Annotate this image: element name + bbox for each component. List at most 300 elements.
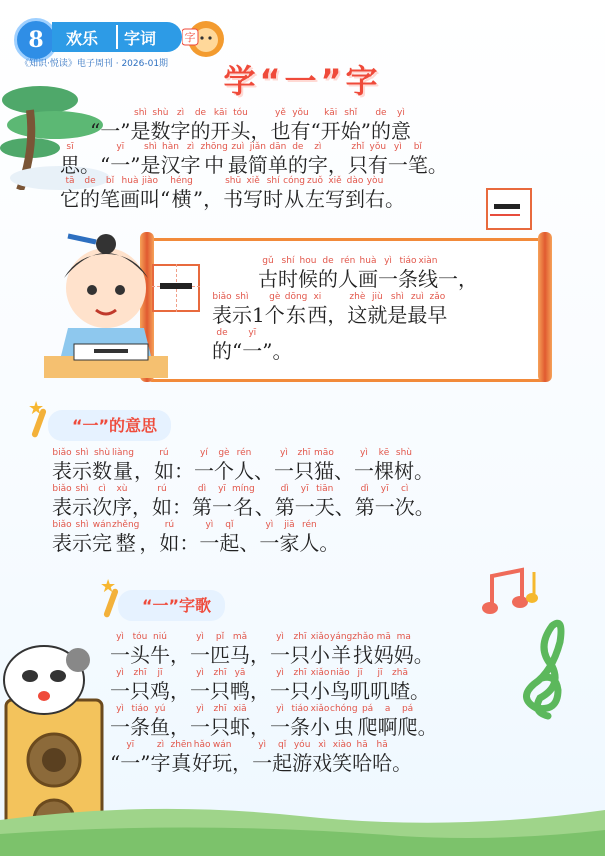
hanzi: ， (170, 643, 190, 667)
char-cell (274, 448, 294, 483)
pinyin: yì (276, 632, 284, 642)
hanzi: 头 (130, 643, 150, 667)
char-cell (100, 142, 110, 177)
pinyin: kē (378, 448, 390, 458)
hanzi: 。 (417, 715, 438, 739)
char-cell (230, 704, 250, 739)
char-cell (52, 484, 72, 519)
char-cell (190, 704, 210, 739)
char-cell (278, 256, 298, 291)
pinyin: yú (154, 704, 166, 714)
pinyin: rén (302, 520, 317, 530)
char-cell (250, 108, 270, 143)
char-cell (259, 520, 279, 555)
char-cell (388, 142, 408, 177)
char-cell (292, 740, 312, 775)
hanzi: 只 (290, 643, 310, 667)
hanzi: 小 (310, 679, 330, 703)
char-cell (110, 668, 130, 703)
scroll-line-3 (212, 328, 292, 363)
right-arrow-icon (490, 214, 520, 216)
hanzi: 一 (110, 715, 130, 739)
hanzi: 一 (259, 531, 280, 555)
pinyin: yì (205, 520, 214, 530)
hanzi: 哈 (372, 751, 393, 775)
pinyin: shì (75, 484, 89, 494)
page-title: 学“一”字 (223, 62, 382, 100)
pinyin: yì (397, 108, 405, 118)
char-cell (200, 142, 227, 177)
char-cell (170, 108, 190, 143)
lion-mascot-icon (182, 17, 226, 61)
song-line-1 (110, 632, 434, 667)
char-cell (228, 142, 248, 177)
hanzi: 一 (190, 715, 210, 739)
pinyin: dì (197, 484, 207, 494)
pinyin: yī (380, 484, 389, 494)
hanzi: 戏 (312, 751, 333, 775)
pinyin: yì (196, 704, 204, 714)
char-cell (330, 704, 358, 739)
char-cell (60, 176, 80, 211)
pinyin: rén (236, 448, 252, 458)
pinyin: jiǎn (249, 142, 266, 152)
hanzi: 时 (263, 187, 284, 211)
pinyin: xiào (332, 740, 352, 750)
hanzi: 线 (418, 267, 438, 291)
char-cell (255, 484, 275, 519)
hanzi: 一 (120, 751, 141, 775)
hanzi: “ (310, 119, 321, 143)
char-cell (150, 704, 170, 739)
section-heading-meaning: “一”的意思 (48, 410, 171, 441)
hanzi: 匹 (210, 643, 230, 667)
char-cell (150, 108, 170, 143)
hanzi: 鸟 (330, 679, 350, 703)
hanzi: 最 (227, 153, 248, 177)
char-cell (394, 632, 414, 667)
char-cell (212, 292, 232, 327)
scroll-line-1 (258, 256, 478, 291)
pinyin: zuì (231, 142, 245, 152)
hanzi: 一 (270, 679, 290, 703)
hanzi: ” (262, 339, 273, 363)
hanzi: 虾 (230, 715, 250, 739)
hanzi: 有 (290, 119, 311, 143)
hanzi: 东 (286, 303, 307, 327)
yi-character-stroke (160, 283, 192, 289)
pinyin: dān (269, 142, 287, 152)
char-cell (438, 256, 458, 291)
char-cell (120, 176, 140, 211)
char-cell (170, 668, 190, 703)
pinyin: jiā (284, 520, 295, 530)
pinyin: zì (314, 142, 322, 152)
hanzi: 人 (299, 531, 320, 555)
hanzi: “ (90, 119, 101, 143)
intro-line-2 (60, 142, 448, 177)
pinyin: dì (360, 484, 369, 494)
pinyin: tiáo (399, 256, 417, 266)
pinyin: zì (186, 142, 195, 152)
char-cell (378, 256, 398, 291)
hanzi: 字 (307, 153, 328, 177)
char-cell (328, 142, 348, 177)
hanzi: 小 (310, 643, 330, 667)
pinyin: shù (395, 448, 412, 458)
char-cell (250, 704, 270, 739)
pinyin: gè (218, 448, 230, 458)
char-cell (214, 448, 234, 483)
hanzi: ， (250, 119, 271, 143)
hanzi: ， (170, 715, 190, 739)
hanzi: 只 (210, 715, 230, 739)
pinyin: yǒu (369, 142, 387, 152)
hanzi: 。 (427, 153, 448, 177)
pinyin: jī (357, 668, 363, 678)
scholar-boy-illustration (34, 218, 168, 388)
char-cell (134, 448, 154, 483)
intro-line-3 (60, 176, 405, 211)
hanzi: 叽 (370, 679, 390, 703)
char-cell (375, 484, 395, 519)
pinyin: kāi (213, 108, 228, 118)
hanzi: 1 (252, 303, 265, 327)
hanzi: 字 (180, 153, 201, 177)
char-cell (298, 256, 318, 291)
pinyin: xi (313, 292, 322, 302)
pinyin: zhī (293, 632, 307, 642)
hanzi: 简 (247, 153, 268, 177)
hanzi: 喳 (390, 679, 410, 703)
hanzi: 鸡 (150, 679, 170, 703)
char-cell (358, 704, 378, 739)
char-cell (100, 108, 120, 143)
pinyin: niú (153, 632, 167, 642)
char-cell (190, 108, 210, 143)
pinyin: tóu (233, 108, 248, 118)
char-cell (90, 108, 100, 143)
hanzi: 、 (254, 495, 275, 519)
pinyin: yì (393, 142, 402, 152)
char-cell (279, 520, 299, 555)
hanzi: ” (360, 119, 371, 143)
hanzi: 始 (340, 119, 361, 143)
pinyin: tiáo (131, 704, 149, 714)
char-cell (265, 292, 285, 327)
hanzi: 第 (274, 495, 295, 519)
hanzi: 妈 (393, 643, 414, 667)
hanzi: 条 (398, 267, 418, 291)
hanzi: 。 (392, 751, 413, 775)
pinyin: shì (144, 142, 157, 152)
hanzi: 写 (243, 187, 264, 211)
char-cell (190, 632, 210, 667)
pinyin: héng (170, 176, 193, 186)
char-cell (387, 292, 407, 327)
char-cell (374, 448, 394, 483)
pinyin: yī (126, 740, 135, 750)
hanzi: 、 (333, 459, 354, 483)
hanzi: 次 (394, 495, 415, 519)
hanzi: 一 (110, 679, 130, 703)
char-cell (385, 176, 405, 211)
char-cell (199, 520, 219, 555)
hanzi: 一 (190, 643, 210, 667)
horizontal-stroke (494, 204, 520, 209)
hanzi: 叫 (140, 187, 160, 211)
hanzi: 棵 (373, 459, 394, 483)
hanzi: 找 (352, 643, 373, 667)
pinyin: de (292, 142, 304, 152)
hanzi: 表 (212, 303, 232, 327)
char-cell (194, 448, 214, 483)
pinyin: de (322, 256, 334, 266)
char-cell (52, 520, 72, 555)
pinyin: míng (232, 484, 255, 494)
char-cell (212, 740, 232, 775)
char-cell (418, 704, 438, 739)
hanzi: 玩 (212, 751, 233, 775)
char-cell (308, 142, 328, 177)
pinyin: xì (318, 740, 327, 750)
hanzi: 最 (407, 303, 428, 327)
char-cell (170, 740, 192, 775)
pinyin: zhè (349, 292, 366, 302)
pinyin: yì (116, 668, 124, 678)
char-cell (270, 704, 290, 739)
pinyin: zhēn (170, 740, 193, 750)
pinyin: yì (280, 448, 288, 458)
char-cell (270, 632, 290, 667)
char-cell (120, 740, 140, 775)
hanzi: 左 (305, 187, 326, 211)
pinyin: dì (280, 484, 289, 494)
char-cell (110, 740, 120, 775)
char-cell (160, 142, 180, 177)
hanzi: 这 (347, 303, 368, 327)
hanzi: 啊 (377, 715, 398, 739)
hanzi: 一 (270, 643, 290, 667)
char-cell (415, 484, 435, 519)
char-cell (160, 176, 170, 211)
hanzi: 、 (334, 495, 355, 519)
pinyin: shǐ (344, 108, 358, 118)
hanzi: ” (192, 187, 204, 211)
char-cell (345, 176, 365, 211)
pinyin: huà (121, 176, 139, 186)
pinyin: shí (281, 256, 295, 266)
hanzi: 思 (60, 153, 80, 177)
hanzi: 好 (192, 751, 213, 775)
pinyin: xiǎo (310, 668, 330, 678)
scroll-roll-right (538, 232, 552, 382)
char-cell (120, 108, 130, 143)
hanzi: 人 (233, 459, 254, 483)
char-cell (332, 740, 352, 775)
char-cell (352, 632, 373, 667)
grass-hills-decoration (0, 780, 605, 856)
pinyin: zhǐ (351, 142, 365, 152)
pinyin: yáng (330, 632, 353, 642)
hanzi: 。 (414, 495, 435, 519)
hanzi: 的 (190, 119, 211, 143)
pinyin: māo (314, 448, 334, 458)
char-cell (130, 108, 150, 143)
hanzi: “ (100, 153, 111, 177)
char-cell (139, 520, 159, 555)
char-cell (294, 448, 314, 483)
pinyin: zhī (133, 668, 147, 678)
music-note-icon (482, 566, 542, 616)
char-cell (334, 448, 354, 483)
pinyin: liàng (112, 448, 134, 458)
char-cell (230, 108, 250, 143)
char-cell (130, 142, 140, 177)
char-cell (80, 142, 100, 177)
char-cell (358, 256, 378, 291)
hanzi: 起 (272, 751, 293, 775)
pinyin: yī (248, 328, 257, 338)
hanzi: 羊 (331, 643, 352, 667)
char-cell (252, 292, 265, 327)
char-cell (72, 448, 92, 483)
hanzi: 汉 (160, 153, 181, 177)
hanzi: 。 (413, 643, 434, 667)
char-cell (321, 108, 341, 143)
hanzi: 小 (310, 715, 330, 739)
hanzi: 完 (92, 531, 112, 555)
hanzi: 一 (242, 339, 263, 363)
pinyin: xiǎo (310, 632, 330, 642)
hanzi: ， (458, 267, 478, 291)
char-cell (219, 520, 239, 555)
char-cell (80, 176, 100, 211)
hanzi: ， (232, 751, 253, 775)
char-cell (72, 520, 92, 555)
char-cell (374, 632, 394, 667)
pinyin: yì (196, 632, 204, 642)
hanzi: 表 (52, 531, 72, 555)
hanzi: ： (173, 459, 194, 483)
hanzi: “ (160, 187, 171, 211)
hanzi: 是 (387, 303, 408, 327)
hanzi: 一 (270, 715, 290, 739)
hanzi: 是 (140, 153, 161, 177)
char-cell (325, 176, 345, 211)
char-cell (192, 484, 212, 519)
hanzi: 哈 (352, 751, 373, 775)
hanzi: 示 (232, 303, 252, 327)
hanzi: 笑 (332, 751, 353, 775)
char-cell (355, 484, 375, 519)
hanzi: 数 (150, 119, 171, 143)
hanzi: 树 (393, 459, 414, 483)
hanzi: 天 (314, 495, 335, 519)
char-cell (391, 108, 411, 143)
hanzi: 、 (253, 459, 274, 483)
pinyin: hǎo (193, 740, 211, 750)
char-cell (150, 668, 170, 703)
char-cell (72, 484, 92, 519)
char-cell (268, 142, 288, 177)
hanzi: 中 (204, 153, 225, 177)
char-cell (180, 142, 200, 177)
pinyin: yì (360, 448, 368, 458)
char-cell (368, 142, 388, 177)
hanzi: 、 (239, 531, 260, 555)
pinyin: ma (396, 632, 411, 642)
pinyin: yì (116, 632, 124, 642)
pinyin: yì (116, 704, 124, 714)
char-cell (290, 632, 310, 667)
hanzi: ” (130, 153, 141, 177)
hanzi: 单 (267, 153, 288, 177)
hanzi: 鱼 (150, 715, 170, 739)
char-cell (92, 448, 112, 483)
pinyin: xiàn (418, 256, 438, 266)
char-cell (398, 256, 418, 291)
char-cell (254, 448, 274, 483)
char-cell (262, 328, 272, 363)
char-cell (193, 176, 203, 211)
char-cell (170, 176, 193, 211)
char-cell (154, 448, 174, 483)
hanzi: ： (179, 531, 200, 555)
hanzi: 字 (150, 751, 171, 775)
char-cell (315, 484, 335, 519)
pinyin: yì (265, 520, 274, 530)
char-cell (232, 328, 242, 363)
hanzi: 家 (279, 531, 300, 555)
hanzi: 一 (252, 751, 273, 775)
publication-info: 《知识·悦读》电子周刊 · 2026-01期 (20, 59, 169, 69)
char-cell (371, 108, 391, 143)
hanzi: 。 (272, 339, 293, 363)
pinyin: sī (66, 142, 74, 152)
char-cell (152, 484, 172, 519)
hanzi: 表 (52, 459, 72, 483)
char-cell (192, 740, 212, 775)
hanzi: 妈 (373, 643, 394, 667)
pinyin: yǒu (292, 108, 309, 118)
hanzi: 一 (387, 153, 408, 177)
char-cell (130, 668, 150, 703)
hanzi: 一 (212, 495, 232, 519)
hanzi: 爬 (357, 715, 378, 739)
pinyin: shù (152, 108, 169, 118)
char-cell (130, 632, 150, 667)
pinyin: yí (200, 448, 208, 458)
hanzi: ， (203, 187, 224, 211)
char-cell (140, 740, 150, 775)
pinyin: de (194, 108, 207, 118)
char-cell (394, 448, 414, 483)
pinyin: xù (116, 484, 128, 494)
section-heading-song: “一”字歌 (118, 590, 225, 621)
subcolumn-name: 字词 (124, 29, 157, 48)
char-cell (132, 484, 152, 519)
hanzi: 的 (212, 339, 232, 363)
char-cell (112, 448, 134, 483)
char-cell (305, 176, 325, 211)
char-cell (210, 668, 230, 703)
hanzi: 。 (413, 459, 434, 483)
pinyin: niǎo (330, 668, 350, 678)
hanzi: 一 (100, 119, 121, 143)
char-cell (272, 328, 292, 363)
char-cell (230, 632, 250, 667)
